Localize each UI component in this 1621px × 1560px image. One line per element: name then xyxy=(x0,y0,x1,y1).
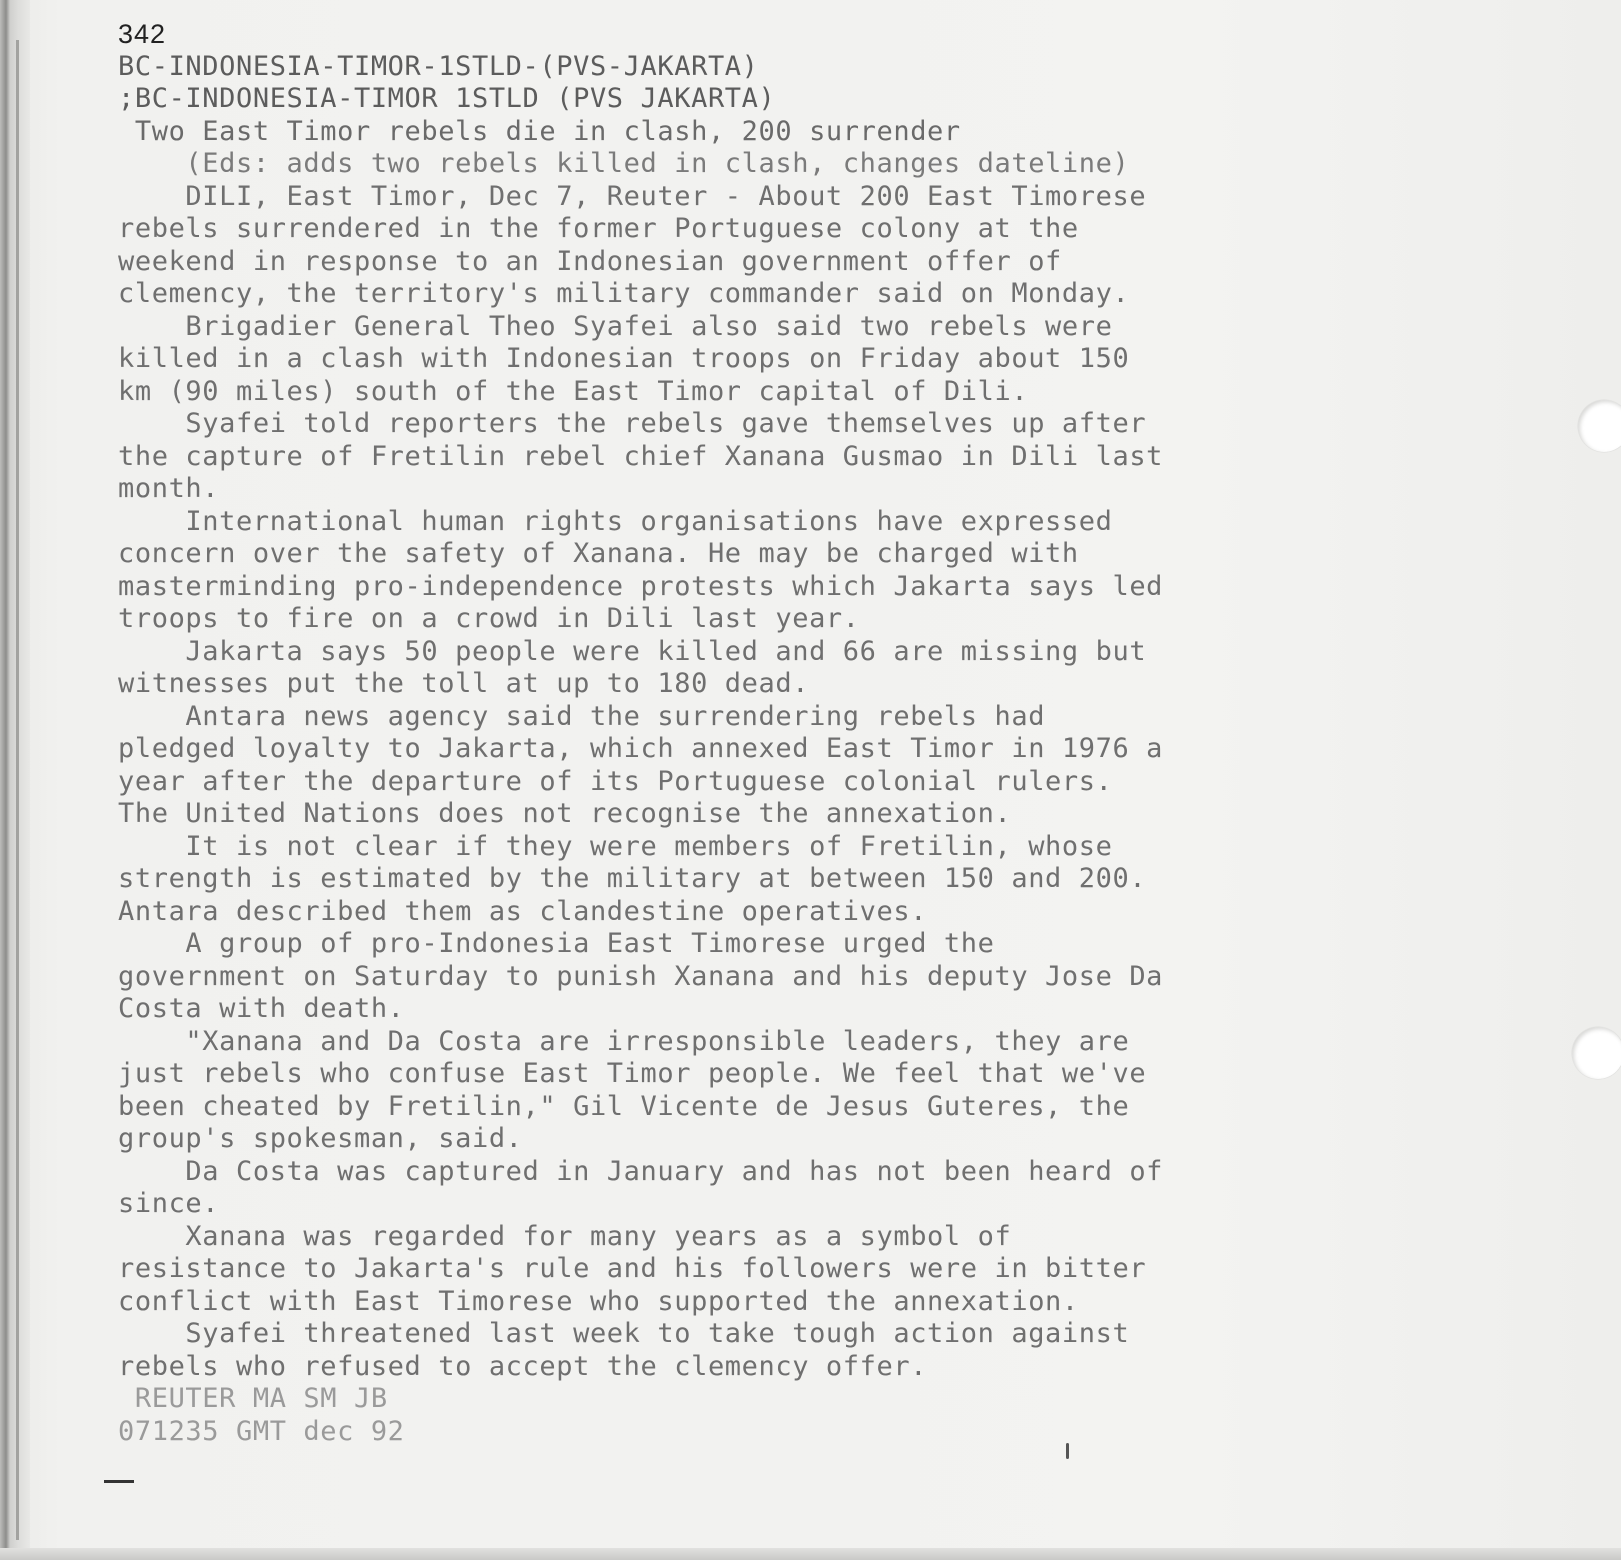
story-line: Brigadier General Theo Syafei also said two rebels were xyxy=(118,310,1113,342)
story-line: resistance to Jakarta's rule and his followers were in bitter xyxy=(118,1253,1147,1284)
slug-line: BC-INDONESIA-TIMOR-1STLD-(PVS-JAKARTA) xyxy=(118,50,759,82)
story-line: the capture of Fretilin rebel chief Xanana Gusmao in Dili last xyxy=(118,440,1164,472)
story-line: The United Nations does not recognise the annexation. xyxy=(118,798,1012,829)
story-line: Syafei told reporters the rebels gave themselves up after xyxy=(118,408,1147,439)
timestamp: 071235 GMT dec 92 xyxy=(118,1415,405,1447)
margin-rule xyxy=(16,40,19,1540)
story-line: group's spokesman, said. xyxy=(118,1123,523,1154)
story-line: Xanana was regarded for many years as a symbol of xyxy=(118,1220,1012,1252)
story-line: Jakarta says 50 people were killed and 66 are missing but xyxy=(118,635,1147,667)
headline: Two East Timor rebels die in clash, 200 surrender xyxy=(118,115,961,147)
punch-hole-icon xyxy=(1572,1027,1621,1079)
pen-dash-mark xyxy=(104,1480,134,1483)
story-line: rebels surrendered in the former Portuguese colony at the xyxy=(118,213,1079,244)
story-line: since. xyxy=(118,1188,220,1219)
story-body xyxy=(118,181,1518,1384)
story-line: km (90 miles) south of the East Timor capital of Dili. xyxy=(118,375,1029,407)
story-line: pledged loyalty to Jakarta, which annexed East Timor in 1976 a xyxy=(118,733,1164,764)
story-line: masterminding pro-independence protests which Jakarta says led xyxy=(118,570,1164,602)
story-line: Da Costa was captured in January and has not been heard of xyxy=(118,1155,1164,1187)
editor-note: (Eds: adds two rebels killed in clash, changes dateline) xyxy=(118,148,1130,179)
story-line: witnesses put the toll at up to 180 dead. xyxy=(118,668,810,699)
story-line: clemency, the territory's military commander said on Monday. xyxy=(118,278,1130,309)
story-line: month. xyxy=(118,473,220,504)
story-line: conflict with East Timorese who supported the annexation. xyxy=(118,1285,1079,1317)
story-line: Antara described them as clandestine operatives. xyxy=(118,895,928,927)
page-number: 342 xyxy=(118,19,167,49)
story-line: been cheated by Fretilin," Gil Vicente de Jesus Guteres, the xyxy=(118,1090,1130,1122)
story-line: Costa with death. xyxy=(118,993,405,1024)
story-line: "Xanana and Da Costa are irresponsible leaders, they are xyxy=(118,1025,1130,1057)
punch-hole-icon xyxy=(1578,400,1621,452)
story-line: concern over the safety of Xanana. He may be charged with xyxy=(118,538,1079,569)
story-line: government on Saturday to punish Xanana and his deputy Jose Da xyxy=(118,960,1164,992)
story-line: DILI, East Timor, Dec 7, Reuter - About 200 East Timorese xyxy=(118,180,1147,212)
story-line: strength is estimated by the military at between 150 and 200. xyxy=(118,863,1147,894)
slug-line: ;BC-INDONESIA-TIMOR 1STLD (PVS JAKARTA) xyxy=(118,83,776,114)
story-line: just rebels who confuse East Timor people. We feel that we've xyxy=(118,1058,1147,1089)
story-line: weekend in response to an Indonesian government offer of xyxy=(118,245,1062,277)
story-line: Antara news agency said the surrendering rebels had xyxy=(118,700,1046,732)
story-line: rebels who refused to accept the clemency offer. xyxy=(118,1350,928,1382)
story-line: troops to fire on a crowd in Dili last year. xyxy=(118,603,860,634)
story-line: It is not clear if they were members of Fretilin, whose xyxy=(118,830,1113,862)
story-line: International human rights organisations have expressed xyxy=(118,505,1113,537)
story-line: killed in a clash with Indonesian troops on Friday about 150 xyxy=(118,343,1130,374)
story-line: Syafei threatened last week to take tough action against xyxy=(118,1318,1130,1349)
sign-off: REUTER MA SM JB xyxy=(118,1383,388,1414)
story-line: A group of pro-Indonesia East Timorese urged the xyxy=(118,928,995,959)
pen-tick-mark xyxy=(1066,1443,1069,1459)
page-binding-edge xyxy=(0,0,30,1560)
wire-story xyxy=(118,18,1518,1448)
story-line: year after the departure of its Portuguese colonial rulers. xyxy=(118,765,1113,797)
page-bottom-edge xyxy=(0,1548,1621,1560)
